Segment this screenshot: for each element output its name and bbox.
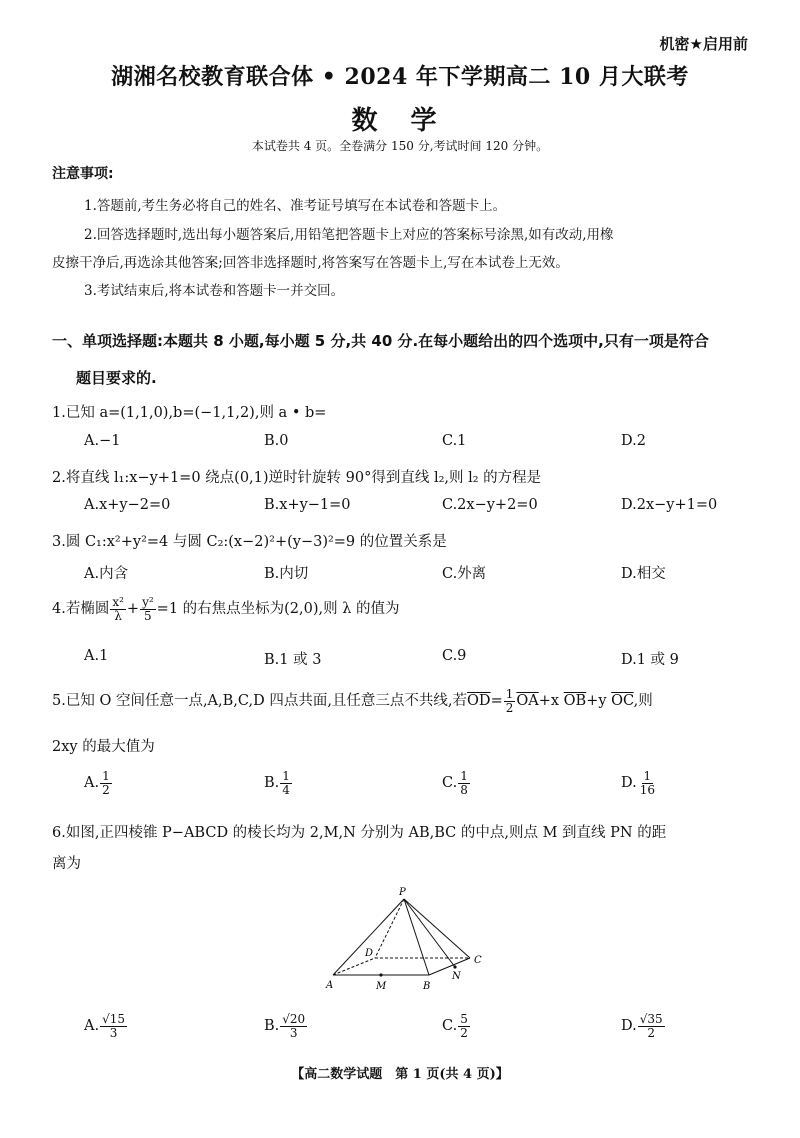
question-5-line2: 2xy 的最大值为 [52,739,155,755]
label-b: B [423,981,431,992]
coef-half: $\frac{1}{2}$ [505,687,514,715]
point-m [379,973,382,976]
q6-option-c: C. $\frac{5}{2}$ [442,1012,468,1040]
question-6-line2: 离为 [52,856,81,872]
ellipse-term-x: $\frac{\text{x²}}{\lambda}$ [112,595,124,623]
edge-pa [333,899,404,975]
q2-option-b: B.x+y−1=0 [264,497,351,513]
edge-pn [404,899,455,967]
section-heading-cont: 题目要求的. [76,369,157,387]
q2-option-c: C.2x−y+2=0 [442,497,538,513]
ellipse-term-y: $\frac{\text{y²}}{5}$ [142,595,154,623]
q3-option-a: A.内含 [84,566,129,582]
label-d: D [365,948,374,959]
edge-ad [333,958,375,975]
edge-pd [375,899,404,958]
q6-option-b: B. $\frac{√20}{3}$ [264,1012,306,1040]
q4-option-c: C.9 [442,648,467,664]
exam-info: 本试卷共 4 页。全卷满分 150 分,考试时间 120 分钟。 [251,139,549,153]
confidential-label: 机密★启用前 [659,35,748,53]
page-footer: 【高二数学试题 第 1 页(共 4 页)】 [291,1067,509,1082]
q1-option-a: A.−1 [84,433,121,449]
q5-option-c: C. $\frac{1}{8}$ [442,769,468,797]
q5-option-b: B. $\frac{1}{4}$ [264,769,290,797]
question-6-stem: 6.如图,正四棱锥 P−ABCD 的棱长均为 2,M,N 分别为 AB,BC 的中点,则点 M 到直线 PN 的距 [52,825,667,841]
notes-heading: 注意事项: [52,166,114,182]
note-1: 1.答题前,考生务必将自己的姓名、准考证号填写在本试卷和答题卡上。 [84,198,507,214]
section-heading: 一、单项选择题:本题共 8 小题,每小题 5 分,共 40 分.在每小题给出的四个选项中,只有一项是符合 [52,332,709,350]
q4-option-d: D.1 或 9 [621,652,679,668]
q1-option-b: B.0 [264,433,289,449]
label-m: M [376,981,387,992]
q1-option-d: D.2 [621,433,646,449]
q4-option-b: B.1 或 3 [264,652,322,668]
edge-bc [429,958,470,975]
label-p: P [399,887,406,898]
q1-option-c: C.1 [442,433,467,449]
q3-option-c: C.外离 [442,566,487,582]
question-4-stem: 4.若椭圆 $\frac{\text{x²}}{\lambda}$ + $\frac{\text{y²}}{5}$ =1 的右焦点坐标为(2,0),则 λ 的值为 [52,595,400,623]
q3-option-b: B.内切 [264,566,309,582]
note-3: 3.考试结束后,将本试卷和答题卡一并交回。 [84,283,345,299]
q6-option-a: A. $\frac{√15}{3}$ [84,1012,126,1040]
label-c: C [474,955,482,966]
q2-option-d: D.2x−y+1=0 [621,497,718,513]
note-2-line1: 2.回答选择题时,选出每小题答案后,用铅笔把答题卡上对应的答案标号涂黑,如有改动,用橡 [84,227,614,243]
question-3-stem: 3.圆 C₁:x²+y²=4 与圆 C₂:(x−2)²+(y−3)²=9 的位置关系是 [52,534,447,550]
q5-option-a: A. $\frac{1}{2}$ [84,769,110,797]
q6-option-d: D. $\frac{√35}{2}$ [621,1012,663,1040]
q5-option-d: D. $\frac{1}{16}$ [621,769,655,797]
pyramid-figure [315,882,505,997]
label-a: A [326,980,334,991]
question-2-stem: 2.将直线 l₁:x−y+1=0 绕点(0,1)逆时针旋转 90°得到直线 l₂,则 l₂ 的方程是 [52,470,542,486]
q3-option-d: D.相交 [621,566,666,582]
label-n: N [452,971,461,982]
point-n [453,965,456,968]
q2-option-a: A.x+y−2=0 [84,497,171,513]
note-2-line2: 皮擦干净后,再选涂其他答案;回答非选择题时,将答案写在答题卡上,写在本试卷上无效。 [52,255,569,271]
q4-option-a: A.1 [84,648,109,664]
question-1-stem: 1.已知 a=(1,1,0),b=(−1,1,2),则 a • b= [52,405,327,421]
question-5-stem: 5.已知 O 空间任意一点,A,B,C,D 四点共面,且任意三点不共线,若$\overline{OD}=$ $\frac{1}{2}$ $\overline{OA}+x$ $\overline{OB}+y$ $\overline{OC}$,则 [52,687,653,715]
exam-title: 湖湘名校教育联合体 • 2024 年下学期高二 10 月大联考 [111,64,689,90]
subject-title: 数 学 [351,106,449,136]
